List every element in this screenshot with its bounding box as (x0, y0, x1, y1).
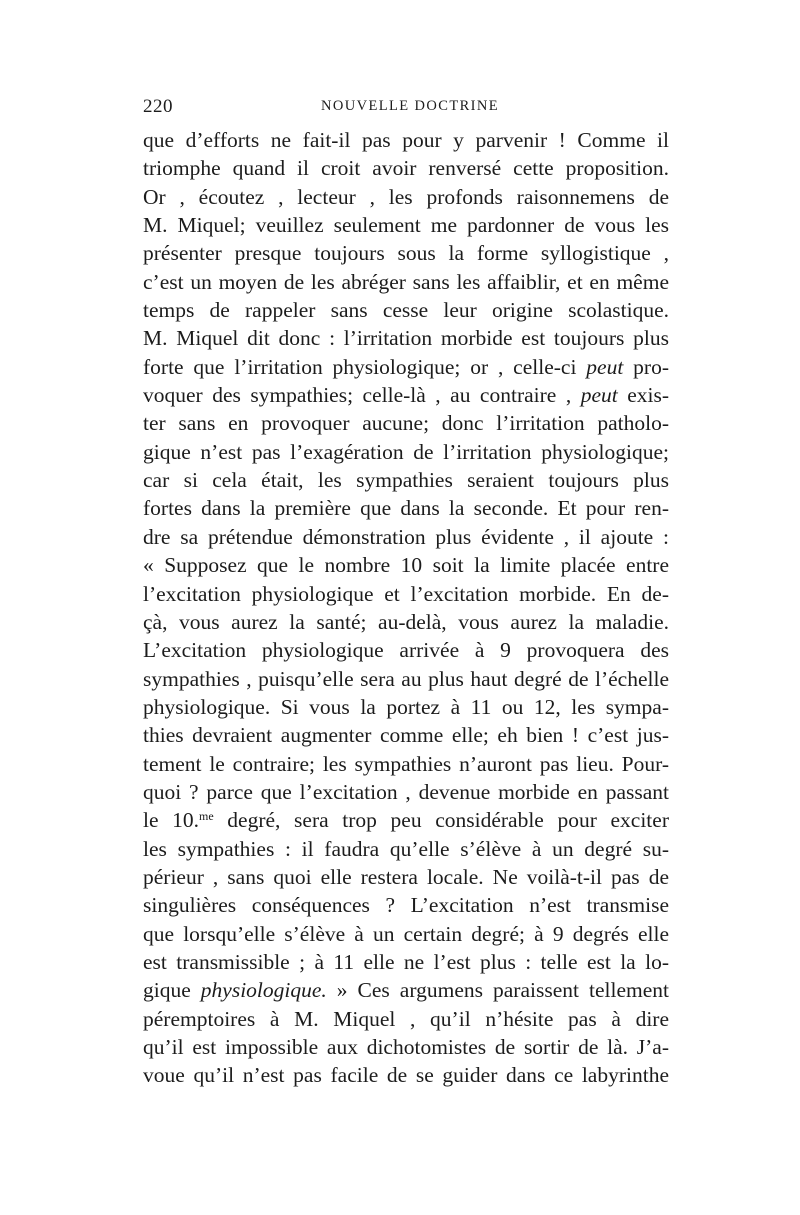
text-line (143, 296, 669, 324)
line-text: L’excitation physiologique arrivée à 9 provoquera des (143, 638, 669, 663)
text-line (143, 778, 669, 806)
text-line (143, 863, 669, 891)
text-line (143, 409, 669, 437)
line-text: qu’il est impossible aux dichotomistes de sortir de là. J’a- (143, 1035, 669, 1059)
text-line (143, 608, 669, 636)
line-text: degré, sera trop peu considérable pour exciter (213, 808, 669, 833)
text-line (143, 693, 669, 721)
line-text: forte que l’irritation physiologique; or , celle-ci (143, 354, 587, 379)
text-line (143, 1005, 669, 1033)
text-line (143, 154, 669, 182)
text-line (143, 438, 669, 466)
line-text: » Ces argumens paraissent tellement (326, 978, 669, 1003)
text-line (143, 523, 669, 551)
text-line (143, 920, 669, 948)
line-text: voue qu’il n’est pas facile de se guider dans ce labyrinthe (143, 1063, 669, 1088)
text-line (143, 948, 669, 976)
line-text: exis- (617, 383, 670, 408)
italic-text: physiologique. (200, 978, 327, 1003)
page-header (143, 96, 668, 122)
line-text: dre sa prétendue démonstration plus évidente , il ajoute : (143, 524, 669, 549)
text-line (143, 381, 669, 409)
line-text: quoi ? parce que l’excitation , devenue morbide en passant (143, 779, 669, 804)
line-text: que lorsqu’elle s’élève à un certain degré; à 9 degrés elle (143, 921, 669, 946)
text-line (143, 551, 669, 579)
text-line (143, 494, 669, 522)
line-text: M. Miquel dit donc : l’irritation morbide est toujours plus (143, 326, 669, 351)
line-text: c’est un moyen de les abréger sans les affaiblir, et en même (143, 269, 669, 294)
text-line (143, 268, 669, 296)
line-text: physiologique. Si vous la portez à 11 ou 12, les sympa- (143, 694, 669, 719)
italic-text: peut (586, 354, 624, 379)
text-line (143, 211, 669, 239)
line-text: triomphe quand il croit avoir renversé cette proposition. (143, 156, 669, 181)
line-text: est transmissible ; à 11 elle ne l’est plus : telle est la lo- (143, 949, 669, 974)
text-line (143, 721, 669, 749)
line-text: thies devraient augmenter comme elle; eh bien ! c’est jus- (143, 723, 669, 748)
line-text: présenter presque toujours sous la forme syllogistique , (143, 241, 669, 266)
line-text: péremptoires à M. Miquel , qu’il n’hésite pas à dire (143, 1006, 669, 1031)
line-text: çà, vous aurez la santé; au-delà, vous aurez la maladie. (143, 609, 669, 634)
text-line (143, 239, 669, 267)
line-text: gique (143, 978, 201, 1003)
text-line (143, 324, 669, 352)
line-text: car si cela était, les sympathies seraient toujours plus (143, 468, 669, 493)
line-text: l’excitation physiologique et l’excitation morbide. En de- (143, 581, 669, 606)
text-line (143, 1033, 669, 1061)
line-text: « Supposez que le nombre 10 soit la limite placée entre (143, 553, 669, 578)
line-text: pro- (623, 354, 669, 379)
text-line (143, 806, 669, 834)
line-text: tement le contraire; les sympathies n’auront pas lieu. Pour- (143, 751, 669, 776)
body-text (143, 126, 669, 1090)
text-line (143, 976, 669, 1004)
line-text: Or , écoutez , lecteur , les profonds raisonnemens de (143, 184, 669, 209)
text-line (143, 891, 669, 919)
text-line (143, 466, 669, 494)
text-line (143, 580, 669, 608)
text-line (143, 126, 669, 154)
line-text: singulières conséquences ? L’excitation n’est transmise (143, 893, 669, 918)
text-line (143, 636, 669, 664)
text-line (143, 750, 669, 778)
line-text: les sympathies : il faudra qu’elle s’élève à un degré su- (143, 836, 669, 861)
running-title: NOUVELLE DOCTRINE (321, 98, 500, 114)
line-text: fortes dans la première que dans la seconde. Et pour ren- (143, 496, 669, 521)
text-line (143, 1061, 669, 1089)
line-text: le 10. (143, 808, 200, 833)
text-line (143, 835, 669, 863)
line-text: ter sans en provoquer aucune; donc l’irritation patholo- (143, 411, 669, 436)
text-line (143, 353, 669, 381)
line-text: que d’efforts ne fait-il pas pour y parvenir ! Comme il (143, 128, 669, 152)
page-number: 220 (143, 96, 173, 117)
line-text: sympathies , puisqu’elle sera au plus haut degré de l’échelle (143, 666, 669, 691)
line-text: M. Miquel; veuillez seulement me pardonner de vous les (143, 213, 669, 238)
line-text: périeur , sans quoi elle restera locale. Ne voilà-t-il pas de (143, 864, 669, 889)
text-line (143, 665, 669, 693)
superscript-text: me (199, 809, 214, 824)
line-text: gique n’est pas l’exagération de l’irritation physiologique; (143, 439, 669, 464)
text-line (143, 183, 669, 211)
line-text: voquer des sympathies; celle-là , au contraire , (143, 383, 581, 408)
line-text: temps de rappeler sans cesse leur origine scolastique. (143, 298, 669, 323)
italic-text: peut (580, 383, 618, 408)
